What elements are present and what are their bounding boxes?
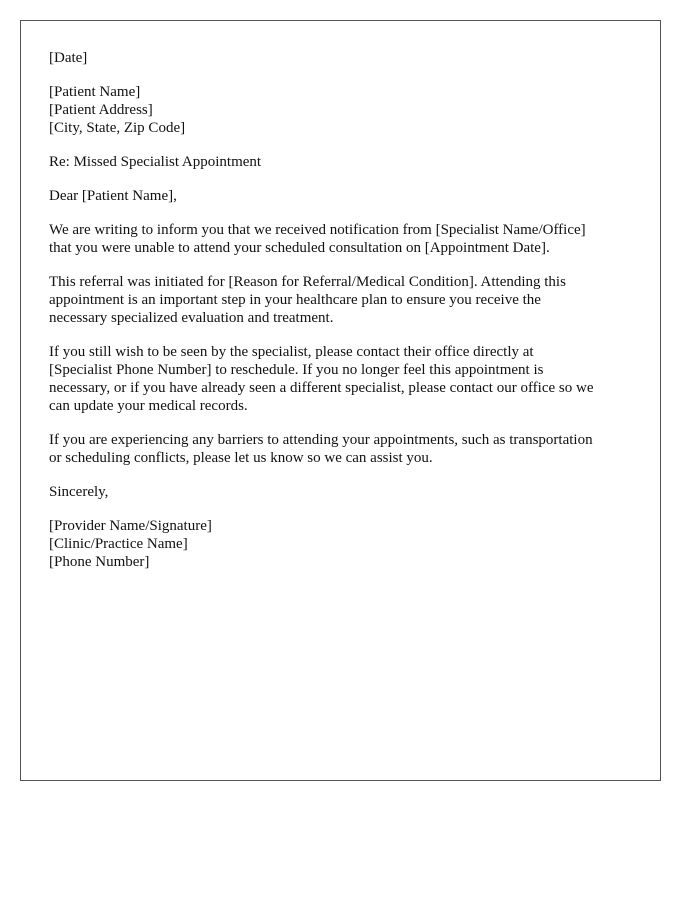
clinic-name: [Clinic/Practice Name] <box>49 536 188 552</box>
text-line: appointment is an important step in your healthcare plan to ensure you receive the <box>49 292 541 308</box>
salutation-text: Dear [Patient Name], <box>49 188 177 204</box>
closing-text: Sincerely, <box>49 484 109 500</box>
phone-number: [Phone Number] <box>49 554 150 570</box>
signature-block <box>49 517 649 571</box>
paragraph-barriers <box>49 431 649 467</box>
subject-text: Re: Missed Specialist Appointment <box>49 154 262 170</box>
recipient-street: [Patient Address] <box>49 102 153 118</box>
letter-page <box>20 20 661 781</box>
text-line: necessary specialized evaluation and treatment. <box>49 310 334 326</box>
recipient-city: [City, State, Zip Code] <box>49 120 186 136</box>
subject-line <box>49 153 649 171</box>
paragraph-reschedule <box>49 343 649 415</box>
text-line: If you are experiencing any barriers to attending your appointments, such as transportation <box>49 432 593 448</box>
text-line: that you were unable to attend your scheduled consultation on [Appointment Date]. <box>49 240 550 256</box>
text-line: or scheduling conflicts, please let us know so we can assist you. <box>49 450 433 466</box>
recipient-address <box>49 83 649 137</box>
recipient-name: [Patient Name] <box>49 84 141 100</box>
paragraph-notification <box>49 221 649 257</box>
provider-name: [Provider Name/Signature] <box>49 518 212 534</box>
text-line: necessary, or if you have already seen a different specialist, please contact our office so we <box>49 380 594 396</box>
text-line: [Specialist Phone Number] to reschedule. If you no longer feel this appointment is <box>49 362 544 378</box>
date-line <box>49 49 649 67</box>
text-line: can update your medical records. <box>49 398 248 414</box>
salutation <box>49 187 649 205</box>
letter-body <box>49 49 649 587</box>
closing <box>49 483 649 501</box>
paragraph-referral <box>49 273 649 327</box>
text-line: If you still wish to be seen by the specialist, please contact their office directly at <box>49 344 534 360</box>
text-line: We are writing to inform you that we received notification from [Specialist Name/Office] <box>49 222 586 238</box>
date-text: [Date] <box>49 50 88 66</box>
text-line: This referral was initiated for [Reason for Referral/Medical Condition]. Attending this <box>49 274 566 290</box>
